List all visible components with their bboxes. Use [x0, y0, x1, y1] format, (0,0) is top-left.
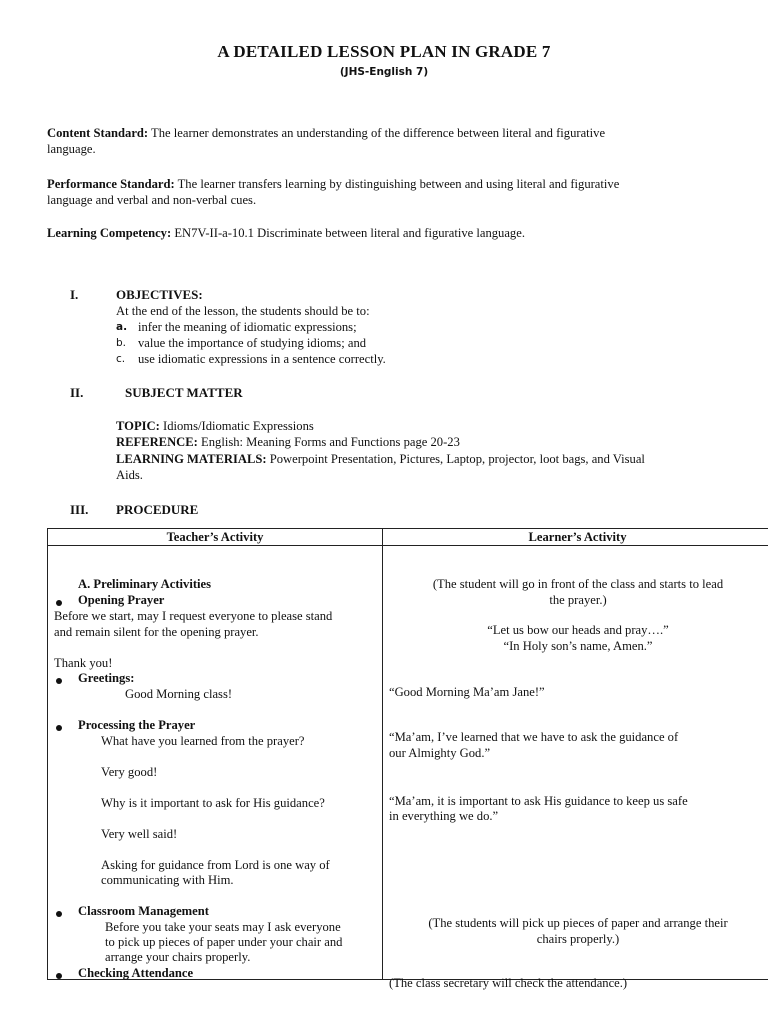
- learner-response: “Let us bow our heads and pray….”: [487, 623, 669, 637]
- subject-matter-numeral: II.: [70, 385, 84, 400]
- reference-value: English: Meaning Forms and Functions page 20-23: [201, 435, 460, 449]
- bullet-icon: [56, 973, 62, 979]
- learner-response: our Almighty God.”: [389, 746, 491, 760]
- opening-prayer-text: Before we start, may I request everyone to please stand: [54, 609, 333, 623]
- thank-you-text: Thank you!: [54, 656, 113, 670]
- objective-item-c: [116, 351, 516, 367]
- processing-feedback: Very good!: [101, 765, 158, 779]
- learner-response: (The student will go in front of the class and starts to lead: [432, 577, 724, 591]
- bullet-icon: [56, 678, 62, 684]
- performance-standard-text-cont: language and verbal and non-verbal cues.: [47, 193, 257, 207]
- procedure-heading: PROCEDURE: [116, 502, 199, 517]
- objective-text: use idiomatic expressions in a sentence correctly.: [138, 352, 386, 366]
- processing-feedback: Very well said!: [101, 827, 178, 841]
- procedure-table: [47, 528, 768, 990]
- learner-response: chairs properly.): [536, 932, 620, 946]
- processing-statement: Asking for guidance from Lord is one way of: [101, 858, 330, 872]
- learner-response: (The class secretary will check the attendance.): [389, 976, 628, 990]
- learning-competency-text: EN7V-II-a-10.1 Discriminate between literal and figurative language.: [174, 226, 525, 240]
- performance-standard: [47, 176, 727, 208]
- objective-marker: a.: [116, 321, 128, 333]
- topic-label: TOPIC:: [116, 419, 160, 433]
- checking-attendance-heading: Checking Attendance: [78, 966, 194, 980]
- procedure-numeral: III.: [70, 502, 89, 517]
- classroom-management-heading: Classroom Management: [78, 904, 209, 918]
- learner-response: (The students will pick up pieces of paper and arrange their: [428, 916, 728, 930]
- objective-item-b: [116, 335, 516, 351]
- learner-response: “Ma’am, it is important to ask His guidance to keep us safe: [389, 794, 688, 808]
- processing-prayer-heading: Processing the Prayer: [78, 718, 196, 732]
- bullet-icon: [56, 725, 62, 731]
- learner-response: “Good Morning Ma’am Jane!”: [389, 685, 545, 699]
- content-standard-text: The learner demonstrates an understanding of the difference between literal and figurative: [151, 126, 606, 140]
- learner-response: the prayer.): [549, 593, 607, 607]
- opening-prayer-text: and remain silent for the opening prayer.: [54, 625, 259, 639]
- classroom-management-text: arrange your chairs properly.: [105, 950, 251, 964]
- learning-competency: [47, 225, 727, 241]
- objectives-numeral: I.: [70, 287, 79, 302]
- content-standard-label: Content Standard:: [47, 126, 149, 140]
- materials-line: [116, 451, 726, 483]
- learner-activity-cell: [383, 546, 768, 990]
- preliminary-activities-heading: A. Preliminary Activities: [78, 577, 212, 591]
- classroom-management-text: to pick up pieces of paper under your chair and: [105, 935, 343, 949]
- objective-text: infer the meaning of idiomatic expressions;: [138, 320, 357, 334]
- materials-value-cont: Aids.: [116, 468, 143, 482]
- document-subtitle: (JHS-English 7): [339, 66, 429, 78]
- objective-text: value the importance of studying idioms; and: [138, 336, 367, 350]
- learner-response: in everything we do.”: [389, 809, 499, 823]
- content-standard-text-cont: language.: [47, 142, 96, 156]
- learner-activity-header: Learner’s Activity: [383, 529, 768, 546]
- learning-competency-label: Learning Competency:: [47, 226, 172, 240]
- learner-response: “Ma’am, I’ve learned that we have to ask the guidance of: [389, 730, 679, 744]
- bullet-icon: [56, 911, 62, 917]
- reference-label: REFERENCE:: [116, 435, 198, 449]
- opening-prayer-heading: Opening Prayer: [78, 593, 165, 607]
- reference-line: [116, 434, 726, 450]
- materials-value: Powerpoint Presentation, Pictures, Laptop, projector, loot bags, and Visual: [269, 452, 645, 466]
- processing-question: Why is it important to ask for His guidance?: [101, 796, 325, 810]
- processing-question: What have you learned from the prayer?: [101, 734, 305, 748]
- objective-item-a: [116, 319, 516, 335]
- topic-value: Idioms/Idiomatic Expressions: [163, 419, 314, 433]
- subject-matter-heading: SUBJECT MATTER: [125, 385, 243, 400]
- objective-marker: b.: [116, 337, 127, 349]
- greetings-text: Good Morning class!: [125, 687, 233, 701]
- processing-statement: communicating with Him.: [101, 873, 234, 887]
- bullet-icon: [56, 600, 62, 606]
- content-standard: [47, 125, 727, 157]
- learner-response: “In Holy son’s name, Amen.”: [503, 639, 653, 653]
- objectives-heading: OBJECTIVES:: [116, 287, 203, 302]
- greetings-heading: Greetings:: [78, 671, 135, 685]
- performance-standard-label: Performance Standard:: [47, 177, 175, 191]
- teacher-activity-cell: [48, 546, 383, 980]
- performance-standard-text: The learner transfers learning by distinguishing between and using literal and figurative: [177, 177, 620, 191]
- topic-line: [116, 418, 726, 434]
- objectives-intro: At the end of the lesson, the students should be to:: [116, 304, 370, 318]
- teacher-activity-header: Teacher’s Activity: [48, 529, 383, 546]
- classroom-management-text: Before you take your seats may I ask everyone: [105, 920, 341, 934]
- document-title: A DETAILED LESSON PLAN IN GRADE 7: [217, 42, 551, 61]
- materials-label: LEARNING MATERIALS:: [116, 452, 267, 466]
- objective-marker: c.: [116, 353, 126, 365]
